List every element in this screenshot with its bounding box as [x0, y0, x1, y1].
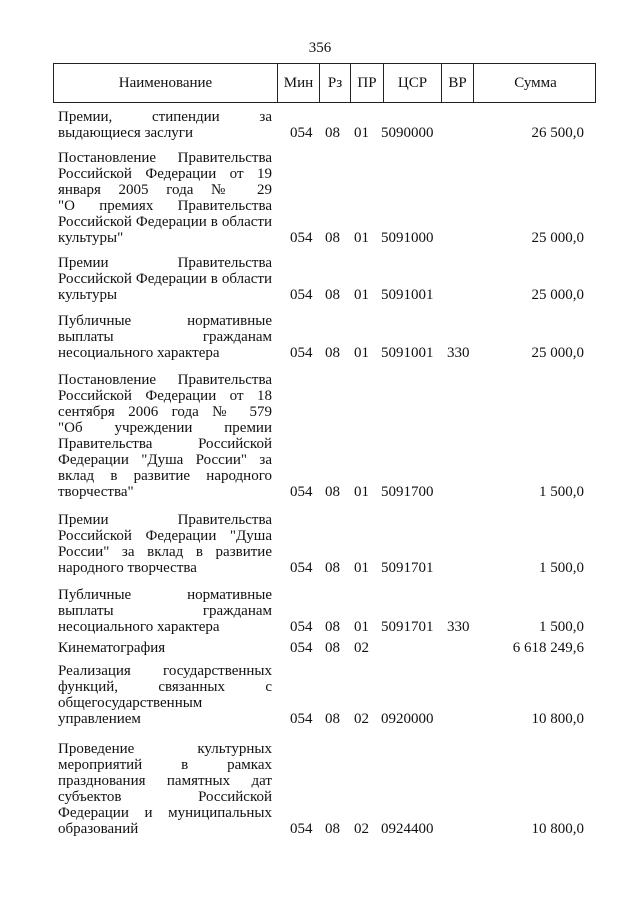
- row-csr: 0920000: [381, 711, 434, 727]
- row-name-line: "Об учреждении премии: [58, 420, 272, 436]
- row-name: [58, 663, 272, 727]
- row-sum: 6 618 249,6: [512, 640, 584, 656]
- row-name: [58, 150, 272, 246]
- row-rz: 08: [325, 711, 340, 727]
- row-sum: 1 500,0: [539, 560, 584, 576]
- row-name-line: субъектов Российской: [58, 789, 272, 805]
- row-name-line: Премии Правительства: [58, 255, 272, 271]
- row-name-line: Российской Федерации в области: [58, 271, 272, 287]
- row-name: [58, 372, 272, 500]
- row-name-line: несоциального характера: [58, 345, 220, 361]
- row-pr: 01: [354, 345, 369, 361]
- page-number: 356: [308, 40, 332, 56]
- row-min: 054: [290, 640, 313, 656]
- row-name-line: Российской Федерации в области: [58, 214, 272, 230]
- row-name-line: Публичные нормативные: [58, 313, 272, 329]
- row-name: [58, 741, 272, 837]
- row-name-line: Российской Федерации от 19: [58, 166, 272, 182]
- row-pr: 01: [354, 484, 369, 500]
- row-sum: 10 800,0: [531, 711, 584, 727]
- row-vr: 330: [447, 345, 470, 361]
- row-name: [58, 313, 272, 361]
- row-pr: 02: [354, 821, 369, 837]
- row-min: 054: [290, 560, 313, 576]
- row-name-line: народного творчества: [58, 560, 197, 576]
- row-name: [58, 512, 272, 576]
- column-header-sum: Сумма: [514, 74, 557, 91]
- row-pr: 02: [354, 711, 369, 727]
- row-vr: 330: [447, 619, 470, 635]
- column-header-min: Мин: [278, 64, 320, 102]
- row-name-line: сентября 2006 года № 579: [58, 404, 272, 420]
- row-csr: 5091000: [381, 230, 434, 246]
- column-header-pr: ПР: [351, 64, 384, 102]
- row-csr: 5091700: [381, 484, 434, 500]
- row-name-line: Премии Правительства: [58, 512, 272, 528]
- row-sum: 25 000,0: [531, 287, 584, 303]
- row-rz: 08: [325, 619, 340, 635]
- row-name-line: выдающиеся заслуги: [58, 125, 193, 141]
- row-name-line: Публичные нормативные: [58, 587, 272, 603]
- row-name-line: Федерации и муниципальных: [58, 805, 272, 821]
- row-min: 054: [290, 287, 313, 303]
- column-header-vr: ВР: [442, 64, 474, 102]
- row-pr: 01: [354, 230, 369, 246]
- row-csr: 0924400: [381, 821, 434, 837]
- row-name-line: образований: [58, 821, 139, 837]
- row-pr: 01: [354, 125, 369, 141]
- row-rz: 08: [325, 484, 340, 500]
- row-rz: 08: [325, 640, 340, 656]
- row-csr: 5091701: [381, 560, 434, 576]
- row-name-line: функций, связанных с: [58, 679, 272, 695]
- row-name: [58, 255, 272, 303]
- row-name-line: Реализация государственных: [58, 663, 272, 679]
- row-pr: 01: [354, 619, 369, 635]
- row-name-line: общегосударственным: [58, 695, 203, 711]
- row-rz: 08: [325, 345, 340, 361]
- row-sum: 1 500,0: [539, 619, 584, 635]
- row-name-line: мероприятий в рамках: [58, 757, 272, 773]
- row-name: [58, 109, 272, 141]
- row-name-line: Постановление Правительства: [58, 372, 272, 388]
- row-pr: 01: [354, 287, 369, 303]
- row-name-line: выплаты гражданам: [58, 603, 272, 619]
- row-name: [58, 587, 272, 635]
- row-pr: 02: [354, 640, 369, 656]
- row-name-line: Кинематография: [58, 640, 166, 656]
- row-name-line: Российской Федерации "Душа: [58, 528, 272, 544]
- row-rz: 08: [325, 125, 340, 141]
- row-min: 054: [290, 619, 313, 635]
- row-name-line: управлением: [58, 711, 141, 727]
- row-sum: 26 500,0: [531, 125, 584, 141]
- row-sum: 25 000,0: [531, 230, 584, 246]
- row-sum: 1 500,0: [539, 484, 584, 500]
- row-name-line: выплаты гражданам: [58, 329, 272, 345]
- row-csr: 5091001: [381, 345, 434, 361]
- row-sum: 25 000,0: [531, 345, 584, 361]
- row-name-line: культуры": [58, 230, 124, 246]
- row-name-line: января 2005 года № 29: [58, 182, 272, 198]
- row-pr: 01: [354, 560, 369, 576]
- row-name: [58, 640, 272, 656]
- row-min: 054: [290, 230, 313, 246]
- row-rz: 08: [325, 560, 340, 576]
- table-header: [53, 63, 596, 103]
- row-csr: 5090000: [381, 125, 434, 141]
- row-name-line: Федерации "Душа России" за: [58, 452, 272, 468]
- row-name-line: творчества": [58, 484, 134, 500]
- row-name-line: России" за вклад в развитие: [58, 544, 272, 560]
- row-min: 054: [290, 125, 313, 141]
- row-name-line: Постановление Правительства: [58, 150, 272, 166]
- row-name-line: несоциального характера: [58, 619, 220, 635]
- row-min: 054: [290, 345, 313, 361]
- row-name-line: культуры: [58, 287, 118, 303]
- column-header-name: Наименование: [54, 64, 278, 102]
- row-min: 054: [290, 711, 313, 727]
- row-csr: 5091001: [381, 287, 434, 303]
- row-name-line: Правительства Российской: [58, 436, 272, 452]
- column-header-csr: ЦСР: [384, 64, 442, 102]
- column-header-rz: Рз: [320, 64, 351, 102]
- row-min: 054: [290, 821, 313, 837]
- row-sum: 10 800,0: [531, 821, 584, 837]
- row-name-line: Проведение культурных: [58, 741, 272, 757]
- row-name-line: Премии, стипендии за: [58, 109, 272, 125]
- row-csr: 5091701: [381, 619, 434, 635]
- row-name-line: "О премиях Правительства: [58, 198, 272, 214]
- row-rz: 08: [325, 821, 340, 837]
- row-name-line: вклад в развитие народного: [58, 468, 272, 484]
- row-rz: 08: [325, 230, 340, 246]
- row-min: 054: [290, 484, 313, 500]
- row-name-line: празднования памятных дат: [58, 773, 272, 789]
- row-name-line: Российской Федерации от 18: [58, 388, 272, 404]
- row-rz: 08: [325, 287, 340, 303]
